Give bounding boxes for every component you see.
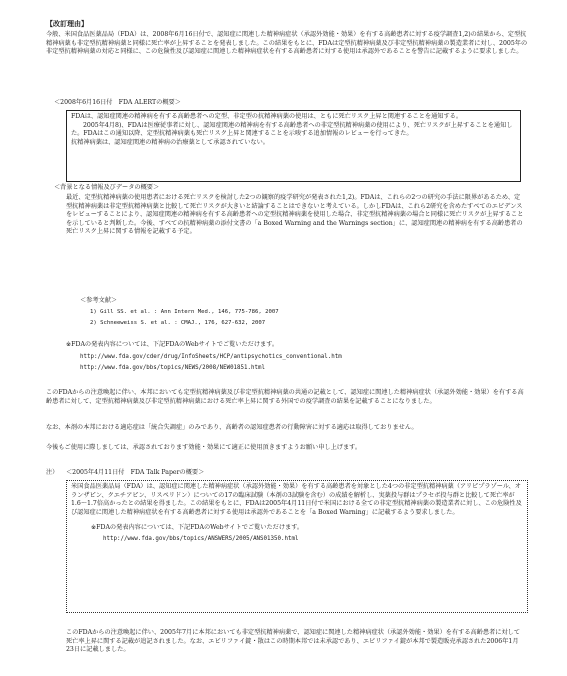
alert-box-paragraph-3: 抗精神病薬は、認知症関連の精神病の治療薬として承認されていない。: [71, 138, 269, 146]
alert-box: [66, 110, 521, 182]
note-label: 注）: [46, 469, 59, 476]
alert-box-paragraph-2: 2005年4月8)、FDAは医療従事者に対し、認知症関連の精神病を有する高齢患者への非定型抗精神病薬の使用により、死亡リスクが上昇することを通知した。FDAはこの通知以降、定型抗精神病薬も死亡リスク上昇と関連することを示唆する追加情報のレビューを行ってきた。: [71, 121, 513, 138]
body-paragraph-3: 今後もご使用に際しましては、承認されております効能・効果にて適正に使用頂きますようお願い申し上げます。: [46, 444, 362, 451]
background-text: 最近、定型抗精神病薬の使用患者における死亡リスクを検討した2つの観察的疫学研究が発表された1,2)。FDAは、これらの2つの研究の手法に限界があるため、定型抗精神病薬は非定型抗精神病薬と比較して死亡リスクが大きいと結論することはできないと考えている。しかしFDAは、これら2研究を含めたすべてのエビデンスをレビューすることにより、認知症関連の精神病を有する高齢患者への定型抗精神病薬を使用した場合、非定型抗精神病薬の場合と同様に死亡リスクが上昇することを示していると判断した。今後、すべての抗精神病薬の添付文書の「a Boxed Warning and the Warnings section」に、認知症関連の精神病を有する高齢患者の死亡リスク上昇に関する情報を記載する予定。: [66, 194, 524, 236]
references-heading: ＜参考文献＞: [80, 297, 118, 304]
note-box-text: 米国食品医薬品局（FDA）は、認知症に関連した精神病症状（承認外効能・効果）を有する高齢患者を対象とした4つの非定型抗精神病薬（アリピプラゾール、オランザピン、クエチアピン、リスペリドン）についての17の臨床試験（本剤の3試験を含む）の成績を解析し、実薬投与群はプラセボ投与群と比較して死亡率が1.6〜1.7倍高かったとの結果を得ました。この結果をもとに、FDAは2005年4月11日付で米国における全ての非定型抗精神病薬の製造業者に対し、この危険性及び認知症に関連した精神病症状を有する高齢患者に対する使用は承認外であることを「a Boxed Warning」に記載するよう要求しました。: [71, 483, 522, 516]
alert-box-paragraph-1: FDAは、認知症関連の精神病を有する高齢患者への定型、非定型の抗精神病薬の使用は、ともに死亡リスク上昇と関連することを通知する。: [71, 113, 463, 120]
intro-paragraph: 今般、米国食品医薬品局（FDA）は、2008年6月16日付で、認知症に関連した精神病症状（承認外効能・効果）を有する高齢患者に対する疫学調査1,2)の結果から、定型抗精神病薬も非定型抗精神病薬と同様に死亡率が上昇することを発表しました。この結果をもとに、FDAは定型抗精神病薬及び非定型抗精神病薬の製造業者に対し、2005年の非定型抗精神病薬の対応と同様に、この危険性及び認知症に関連した精神病症状を有する高齢患者に対する使用は承認外であることを警告に記載するように要求しました。: [46, 31, 528, 56]
fda-url-2[interactable]: http://www.fda.gov/bbs/topics/NEWS/2008/NEW01851.html: [80, 365, 265, 371]
alert-box-heading: ＜2008年6月16日付 FDA ALERTの概要＞: [54, 99, 181, 106]
body-paragraph-2: なお、本剤の本邦における適応症は「統合失調症」のみであり、高齢者の認知症患者の行動障害に対する適応は取得しておりません。: [46, 424, 418, 431]
note-box: [66, 480, 528, 613]
footer-paragraph: このFDAからの注意喚起に伴い、2005年7月に本邦においても非定型抗精神病薬で、認知症に関連した精神病症状（承認外効能・効果）を有する高齢患者に対して死亡率上昇に関する記載が追記されました。なお、エビリファイ錠・散はこの時期本邦では未承認であり、エビリファイ錠が本邦で製造販売承認された2006年1月23日に記載しました。: [66, 629, 521, 654]
fda-url-1[interactable]: http://www.fda.gov/cder/drug/InfoSheets/HCP/antipsychotics_conventional.htm: [80, 354, 342, 360]
reference-2: 2) Schneeweiss S. et al. : CMAJ., 176, 627-632, 2007: [90, 320, 266, 326]
note-box-heading: ＜2005年4月11日付 FDA Talk Paperの概要＞: [66, 469, 205, 476]
fda-note: ※FDAの発表内容については、下記FDAのWebサイトでご覧いただけます。: [66, 341, 279, 348]
reference-1: 1) Gill SS. et al. : Ann Intern Med., 146, 775-786, 2007: [90, 309, 279, 315]
revision-reason-title: 【改訂理由】: [46, 19, 88, 28]
background-heading: ＜背景となる情報及びデータの概要＞: [54, 184, 160, 191]
body-paragraph-1: このFDAからの注意喚起に伴い、本邦においても定型抗精神病薬及び非定型抗精神病薬の共通の記載として、認知症に関連した精神病症状（承認外効能・効果）を有する高齢患者に対して、定型抗精神病薬及び非定型抗精神病薬における死亡率上昇に関する外国での疫学調査の結果を記載することになりました。: [46, 389, 524, 405]
note-box-fda-note: ※FDAの発表内容については、下記FDAのWebサイトでご覧いただけます。: [91, 524, 304, 532]
note-box-url[interactable]: http://www.fda.gov/bbs/topics/ANSWERS/2005/ANS01350.html: [103, 535, 299, 542]
